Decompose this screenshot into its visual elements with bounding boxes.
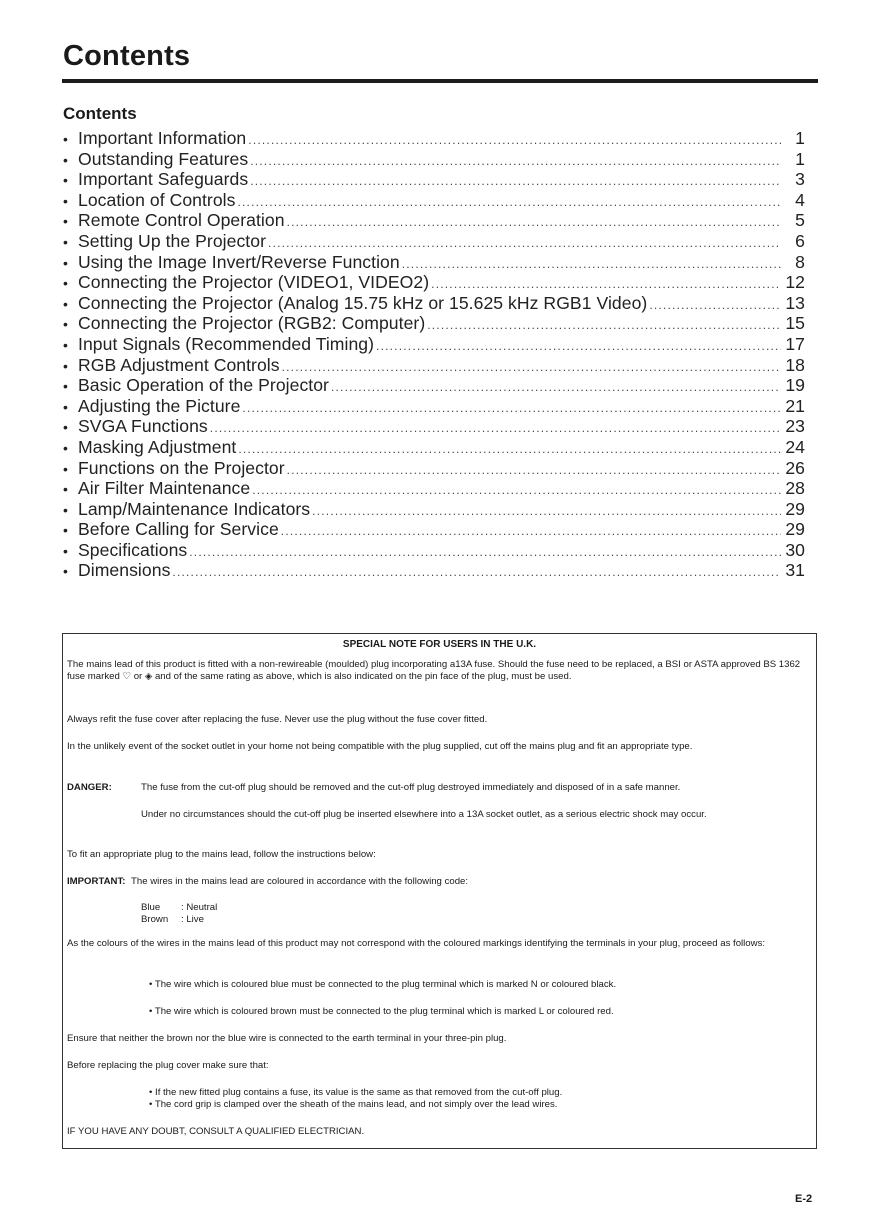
toc-entry-title: Functions on the Projector xyxy=(78,457,285,478)
important-label: IMPORTANT: xyxy=(67,876,126,887)
toc-page-number: 21 xyxy=(785,395,805,416)
toc-page-number: 3 xyxy=(795,169,805,190)
dot-leader xyxy=(268,233,781,254)
toc-entry xyxy=(63,313,805,334)
notice-paragraph: In the unlikely event of the socket outlet in your home not being compatible with the plug supplied, cut off the mains plug and fit an appropriate type. xyxy=(67,741,693,752)
toc-page-number: 23 xyxy=(785,416,805,437)
dot-leader xyxy=(252,480,781,501)
bullet-icon: • xyxy=(63,336,68,353)
toc-page-number: 1 xyxy=(795,128,805,148)
toc-entry xyxy=(63,396,805,417)
danger-label: DANGER: xyxy=(67,782,112,793)
dot-leader xyxy=(210,418,781,439)
wire-meaning: : Neutral xyxy=(181,902,218,913)
notice-paragraph: To fit an appropriate plug to the mains lead, follow the instructions below: xyxy=(67,849,376,860)
page-code: E-2 xyxy=(795,1193,813,1205)
toc-entry xyxy=(63,540,805,561)
wire-colour: Brown xyxy=(141,914,169,925)
toc-entry xyxy=(63,252,805,273)
toc-entry-title: Connecting the Projector (Analog 15.75 kHz or 15.625 kHz RGB1 Video) xyxy=(78,292,648,313)
toc-entry xyxy=(63,355,805,376)
toc-page-number: 4 xyxy=(795,189,805,210)
toc-entry-title: Adjusting the Picture xyxy=(78,395,241,416)
dot-leader xyxy=(649,295,781,316)
bullet-icon: • xyxy=(63,481,68,498)
wire-colour: Blue xyxy=(141,902,161,913)
dot-leader xyxy=(237,192,781,213)
dot-leader xyxy=(331,377,781,398)
toc-entry-title: Basic Operation of the Projector xyxy=(78,375,329,396)
instruction-bullet: • The wire which is coloured brown must be connected to the plug terminal which is marked L or coloured red. xyxy=(149,1006,614,1017)
page-title: Contents xyxy=(63,40,191,72)
toc-page-number: 17 xyxy=(785,333,805,354)
bullet-icon: • xyxy=(63,233,68,250)
colour-code-row xyxy=(141,914,204,926)
toc-page-number: 5 xyxy=(795,210,805,231)
toc-entry-title: Important Information xyxy=(78,128,247,148)
toc-entry xyxy=(63,149,805,170)
toc-entry xyxy=(63,375,805,396)
instruction-bullet: • If the new fitted plug contains a fuse, its value is the same as that removed from the cut-off plug. xyxy=(149,1087,563,1098)
toc-page-number: 8 xyxy=(795,251,805,272)
toc-page-number: 26 xyxy=(785,457,805,478)
bullet-icon: • xyxy=(63,295,68,312)
table-of-contents xyxy=(63,128,805,581)
toc-entry-title: Connecting the Projector (RGB2: Computer) xyxy=(78,313,426,334)
toc-entry xyxy=(63,190,805,211)
bullet-icon: • xyxy=(63,563,68,580)
bullet-icon: • xyxy=(63,398,68,415)
toc-entry-title: Using the Image Invert/Reverse Function xyxy=(78,251,400,272)
notice-paragraph: As the colours of the wires in the mains lead of this product may not correspond with the coloured markings identifying the terminals in your plug, proceed as follows: xyxy=(67,938,766,949)
bullet-icon: • xyxy=(63,522,68,539)
toc-page-number: 1 xyxy=(795,148,805,169)
notice-paragraph: IF YOU HAVE ANY DOUBT, CONSULT A QUALIFIED ELECTRICIAN. xyxy=(67,1126,365,1137)
dot-leader xyxy=(248,130,781,151)
wire-meaning: : Live xyxy=(181,914,204,925)
toc-entry xyxy=(63,437,805,458)
bullet-icon: • xyxy=(63,460,68,477)
dot-leader xyxy=(238,439,781,460)
bullet-icon: • xyxy=(63,316,68,333)
instruction-bullet: • The cord grip is clamped over the sheath of the mains lead, and not simply over the lead wires. xyxy=(149,1099,558,1110)
dot-leader xyxy=(431,274,781,295)
toc-entry-title: Lamp/Maintenance Indicators xyxy=(78,498,311,519)
toc-entry xyxy=(63,128,805,149)
toc-entry xyxy=(63,416,805,437)
toc-entry xyxy=(63,272,805,293)
colour-code-row xyxy=(141,902,217,914)
toc-page-number: 13 xyxy=(785,292,805,313)
bullet-icon: • xyxy=(63,172,68,189)
toc-entry xyxy=(63,334,805,355)
toc-entry-title: RGB Adjustment Controls xyxy=(78,354,280,375)
toc-entry-title: Outstanding Features xyxy=(78,148,249,169)
toc-entry-title: Setting Up the Projector xyxy=(78,230,266,251)
toc-entry xyxy=(63,519,805,540)
dot-leader xyxy=(172,562,781,583)
dot-leader xyxy=(287,460,781,481)
dot-leader xyxy=(376,336,781,357)
bullet-icon: • xyxy=(63,439,68,456)
toc-page-number: 31 xyxy=(785,560,805,581)
toc-entry-title: Location of Controls xyxy=(78,189,236,210)
toc-entry-title: Important Safeguards xyxy=(78,169,249,190)
bullet-icon: • xyxy=(63,254,68,271)
dot-leader xyxy=(242,398,781,419)
dot-leader xyxy=(189,542,781,563)
important-text: The wires in the mains lead are coloured in accordance with the following code: xyxy=(131,876,469,887)
dot-leader xyxy=(281,521,781,542)
dot-leader xyxy=(250,171,781,192)
toc-entry xyxy=(63,478,805,499)
toc-page-number: 30 xyxy=(785,539,805,560)
instruction-bullet: • The wire which is coloured blue must be connected to the plug terminal which is marked N or coloured black. xyxy=(149,979,617,990)
toc-entry xyxy=(63,293,805,314)
notice-paragraph: Always refit the fuse cover after replacing the fuse. Never use the plug without the fuse cover fitted. xyxy=(67,714,488,725)
toc-page-number: 29 xyxy=(785,498,805,519)
toc-page-number: 29 xyxy=(785,519,805,540)
title-rule xyxy=(62,79,818,83)
bullet-icon: • xyxy=(63,151,68,168)
toc-page-number: 15 xyxy=(785,313,805,334)
toc-entry xyxy=(63,458,805,479)
toc-entry-title: SVGA Functions xyxy=(78,416,208,437)
notice-paragraph: Before replacing the plug cover make sure that: xyxy=(67,1060,269,1071)
toc-entry xyxy=(63,499,805,520)
toc-entry-title: Remote Control Operation xyxy=(78,210,285,231)
dot-leader xyxy=(250,151,781,172)
toc-entry xyxy=(63,231,805,252)
bullet-icon: • xyxy=(63,542,68,559)
toc-page-number: 19 xyxy=(785,375,805,396)
danger-text: The fuse from the cut-off plug should be removed and the cut-off plug destroyed immediately and disposed of in a safe manner. xyxy=(141,782,681,793)
bullet-icon: • xyxy=(63,501,68,518)
uk-special-note-box xyxy=(62,633,817,1149)
notice-title: SPECIAL NOTE FOR USERS IN THE U.K. xyxy=(342,639,537,650)
dot-leader xyxy=(312,501,781,522)
dot-leader xyxy=(287,212,781,233)
toc-entry-title: Connecting the Projector (VIDEO1, VIDEO2) xyxy=(78,272,430,293)
toc-entry-title: Input Signals (Recommended Timing) xyxy=(78,333,375,354)
bullet-icon: • xyxy=(63,419,68,436)
toc-entry-title: Masking Adjustment xyxy=(78,436,237,457)
bullet-icon: • xyxy=(63,213,68,230)
contents-subheading: Contents xyxy=(63,104,137,123)
bullet-icon: • xyxy=(63,357,68,374)
toc-entry-title: Specifications xyxy=(78,539,188,560)
dot-leader xyxy=(282,357,781,378)
notice-paragraph: The mains lead of this product is fitted with a non-rewireable (moulded) plug incorporating a13A fuse. Should the fuse need to be replaced, a BSI or ASTA approved BS 1362 fuse marked ♡ or ◈ and of the same rating as above, which is also indicated on the pin face of the plug, must be used. xyxy=(67,659,801,682)
bullet-icon: • xyxy=(63,275,68,292)
bullet-icon: • xyxy=(63,131,68,147)
toc-entry-title: Air Filter Maintenance xyxy=(78,478,251,499)
dot-leader xyxy=(427,315,781,336)
toc-page-number: 6 xyxy=(795,230,805,251)
dot-leader xyxy=(402,254,781,275)
toc-entry xyxy=(63,169,805,190)
toc-entry xyxy=(63,560,805,581)
toc-entry xyxy=(63,210,805,231)
notice-paragraph: Ensure that neither the brown nor the blue wire is connected to the earth terminal in your three-pin plug. xyxy=(67,1033,507,1044)
toc-entry-title: Before Calling for Service xyxy=(78,519,279,540)
toc-entry-title: Dimensions xyxy=(78,560,171,581)
danger-text: Under no circumstances should the cut-off plug be inserted elsewhere into a 13A socket outlet, as a serious electric shock may occur. xyxy=(141,809,707,820)
toc-page-number: 24 xyxy=(785,436,805,457)
toc-page-number: 12 xyxy=(785,272,805,293)
bullet-icon: • xyxy=(63,192,68,209)
toc-page-number: 28 xyxy=(785,478,805,499)
toc-page-number: 18 xyxy=(785,354,805,375)
bullet-icon: • xyxy=(63,378,68,395)
